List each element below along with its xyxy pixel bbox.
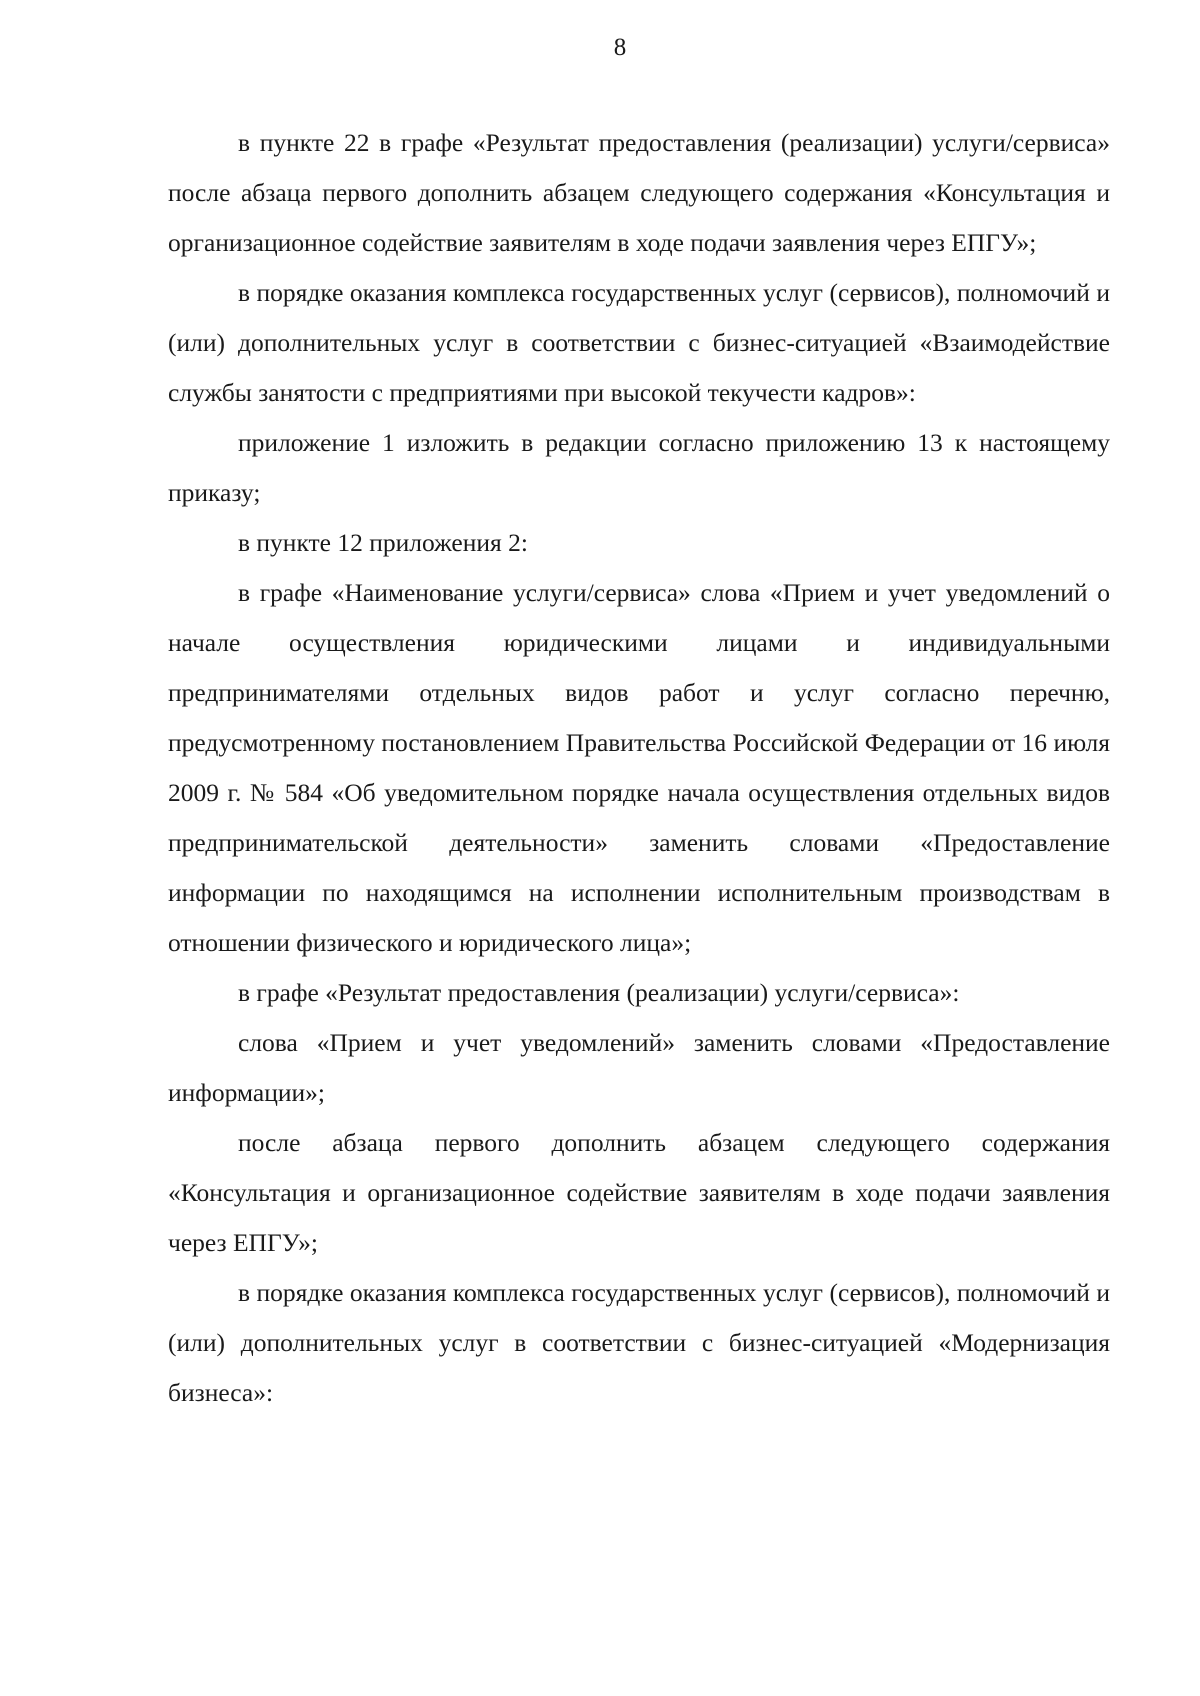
page-number: 8	[613, 34, 627, 61]
paragraph: слова «Прием и учет уведомлений» заменить словами «Предоставление информации»;	[168, 1028, 1110, 1107]
paragraph: приложение 1 изложить в редакции согласно приложению 13 к настоящему приказу;	[168, 428, 1110, 507]
paragraph: в порядке оказания комплекса государственных услуг (сервисов), полномочий и (или) дополнительных услуг в соответствии с бизнес-ситуацией «Модернизация бизнеса»:	[168, 1278, 1110, 1407]
paragraph: в графе «Результат предоставления (реализации) услуги/сервиса»:	[238, 978, 960, 1007]
paragraph: в графе «Наименование услуги/сервиса» слова «Прием и учет уведомлений о начале осуществления юридическими лицами и индивидуальными предпринимателями отдельных видов работ и услуг согласно перечню, предусмотренному постановлением Правительства Российской Федерации от 16 июля 2009 г. № 584 «Об уведомительном порядке начала осуществления отдельных видов предпринимательской деятельности» заменить словами «Предоставление информации по находящимся на исполнении исполнительным производствам в отношении физического и юридического лица»;	[168, 578, 1110, 957]
paragraph: в пункте 12 приложения 2:	[238, 528, 528, 557]
paragraph: в пункте 22 в графе «Результат предоставления (реализации) услуги/сервиса» после абзаца первого дополнить абзацем следующего содержания «Консультация и организационное содействие заявителям в ходе подачи заявления через ЕПГУ»;	[168, 128, 1110, 257]
paragraph: после абзаца первого дополнить абзацем следующего содержания «Консультация и организационное содействие заявителям в ходе подачи заявления через ЕПГУ»;	[168, 1128, 1110, 1257]
paragraph: в порядке оказания комплекса государственных услуг (сервисов), полномочий и (или) дополнительных услуг в соответствии с бизнес-ситуацией «Взаимодействие службы занятости с предприятиями при высокой текучести кадров»:	[168, 278, 1110, 407]
document-body	[168, 118, 1110, 1418]
